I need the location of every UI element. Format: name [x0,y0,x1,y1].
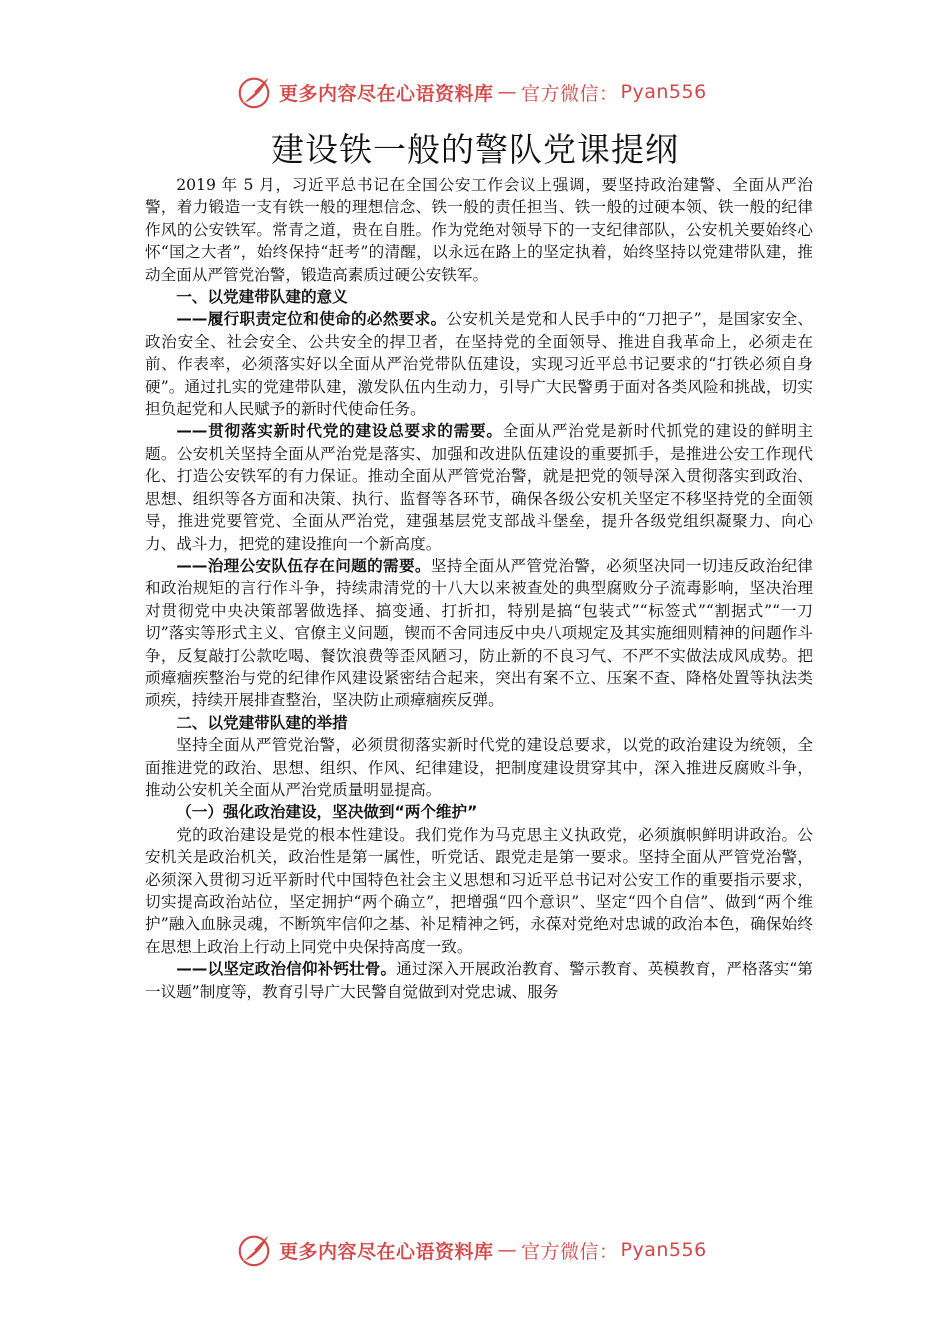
subsection-1-item [145,958,813,1003]
item-text: 通过深入开展政治教育、警示教育、英模教育，严格落实“第一议题”制度等，教育引导广大民警自觉做到对党忠诚、服务 [145,960,813,1001]
subsection-1-paragraph: 党的政治建设是党的根本性建设。我们党作为马克思主义执政党，必须旗帜鲜明讲政治。公安机关是政治机关，政治性是第一属性，听党话、跟党走是第一要求。坚持全面从严管党治警，必须深入贯彻习近平新时代中国特色社会主义思想和习近平总书记对公安工作的重要指示要求，切实提高政治站位，坚定拥护“两个确立”，把增强“四个意识”、坚定“四个自信”、做到“两个维护”融入血脉灵魂，不断筑牢信仰之基、补足精神之钙，永葆对党绝对忠诚的政治本色，确保始终在思想上政治上行动上同党中央保持高度一致。 [145,825,813,956]
item-text: 全面从严治党是新时代抓党的建设的鲜明主题。公安机关坚持全面从严治党是落实、加强和改进队伍建设的重要抓手，是推进公安工作现代化、打造公安铁军的有力保证。推动全面从严管党治警，就是把党的领导深入贯彻落实到政治、思想、组织等各方面和决策、执行、监督等各环节，确保各级公安机关坚定不移坚持党的全面领导，推进党要管党、全面从严治党，建强基层党支部战斗堡垒，提升各级党组织凝聚力、向心力、战斗力，把党的建设推向一个新高度。 [145,422,813,553]
watermark-separator: — [497,1239,518,1261]
feather-pen-logo-icon [235,1231,273,1269]
watermark-main-text: 更多内容尽在心语资料库 [279,1240,494,1263]
section-2-intro: 坚持全面从严管党治警，必须贯彻落实新时代党的建设总要求，以党的政治建设为统领，全面推进党的政治、思想、组织、作风、纪律建设，把制度建设贯穿其中，深入推进反腐败斗争，推动公安机关全面从严治党质量明显提高。 [145,736,813,799]
item-lead: ——履行职责定位和使命的必然要求。 [176,310,447,329]
watermark-separator: — [497,81,518,103]
feather-pen-logo-icon [235,73,273,111]
item-text: 坚持全面从严管党治警，必须坚决同一切违反政治纪律和政治规矩的言行作斗争，持续肃清党的十八大以来被查处的典型腐败分子流毒影响，坚决治理对贯彻党中央决策部署做选择、搞变通、打折扣，特别是搞“包装式”“标签式”“割据式”“一刀切”落实等形式主义、官僚主义问题，锲而不舍同违反中央八项规定及其实施细则精神的问题作斗争，反复敲打公款吃喝、餐饮浪费等歪风陋习，防止新的不良习气、不严不实做法成风成势。把顽瘴痼疾整治与党的纪律作风建设紧密结合起来，突出有案不立、压案不查、降格处置等执法类顽疾，持续开展排查整治，坚决防止顽瘴痼疾反弹。 [145,556,813,710]
item-text: 公安机关是党和人民手中的“刀把子”，是国家安全、政治安全、社会安全、公共安全的捍卫者，在坚持党的全面领导、推进自我革命上，必须走在前、作表率，必须落实好以全面从严治党带队伍建设，实现习近平总书记要求的“打铁必须自身硬”。通过扎实的党建带队建，激发队伍内生动力，引导广大民警勇于面对各类风险和挑战，切实担负起党和人民赋予的新时代使命任务。 [145,310,813,419]
watermark-label: 官方微信： [521,1240,619,1263]
item-lead: ——治理公安队伍存在问题的需要。 [176,556,431,575]
watermark-wechat-id: Pyan556 [620,1239,707,1261]
subsection-1-heading: （一）强化政治建设，坚决做到“两个维护” [176,803,478,822]
item-lead: ——贯彻落实新时代党的建设总要求的需要。 [176,422,503,441]
section-1-item-2 [145,420,813,554]
section-2-heading: 二、以党建带队建的举措 [176,713,348,732]
section-1-item-3 [145,555,813,712]
intro-paragraph: 2019 年 5 月，习近平总书记在全国公安工作会议上强调，要坚持政治建警、全面从严治警，着力锻造一支有铁一般的理想信念、铁一般的责任担当、铁一般的过硬本领、铁一般的纪律作风的公安铁军。常青之道，贵在自胜。作为党绝对领导下的一支纪律部队，公安机关要始终心怀“国之大者”，始终保持“赶考”的清醒，以永远在路上的坚定执着，始终坚持以党建带队建，推动全面从严管党治警，锻造高素质过硬公安铁军。 [145,176,813,284]
watermark-wechat-id: Pyan556 [620,81,707,103]
watermark-label: 官方微信： [521,82,619,105]
item-lead: ——以坚定政治信仰补钙壮骨。 [176,960,397,979]
watermark-banner-top [235,72,755,112]
document-title: 建设铁一般的警队党课提纲 [271,130,679,169]
watermark-banner-bottom [235,1230,755,1270]
document-body [145,174,813,1003]
section-1-heading: 一、以党建带队建的意义 [176,288,348,307]
section-1-item-1 [145,308,813,420]
watermark-main-text: 更多内容尽在心语资料库 [279,82,494,105]
